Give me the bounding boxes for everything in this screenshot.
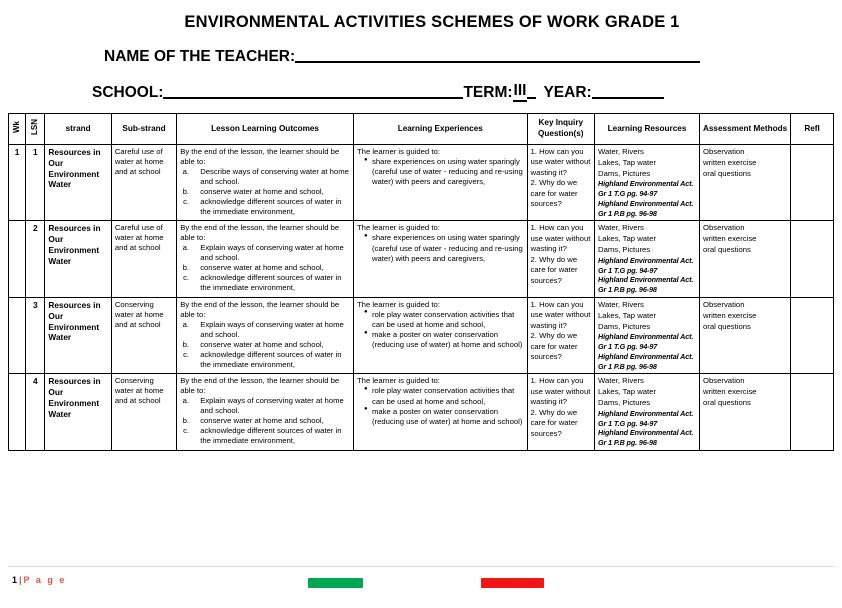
resource-item: Dams, Pictures	[598, 321, 651, 331]
year-input[interactable]	[592, 97, 664, 99]
page-word-label: P a g e	[23, 575, 67, 585]
experiences-stem: The learner is guided to:	[356, 147, 440, 156]
cell-lesson-learning-outcomes	[177, 374, 354, 450]
page-number	[12, 575, 66, 585]
outcome-item: a. Explain ways of conserving water at home and school.	[191, 243, 350, 263]
assessment-item: Observation	[703, 223, 745, 233]
cell-learning-resources	[595, 297, 700, 373]
assessment-item: written exercise	[703, 387, 757, 397]
cell-assessment-methods	[700, 221, 791, 297]
column-header-sub-strand: Sub-strand	[111, 114, 176, 145]
resource-reference: Highland Environmental Act. Gr 1 T.G pg. 94-97	[598, 179, 694, 199]
outcomes-stem: By the end of the lesson, the learner should be able to:	[180, 147, 340, 166]
resource-reference: Highland Environmental Act. Gr 1 T.G pg. 94-97	[598, 332, 694, 352]
outcomes-stem: By the end of the lesson, the learner should be able to:	[180, 223, 340, 243]
key-inquiry-question: 1. How can you use water without wasting it?	[530, 376, 591, 407]
cell-learning-experiences	[353, 374, 527, 450]
cell-week	[9, 297, 26, 373]
cell-lesson-learning-outcomes	[177, 297, 354, 373]
footer-divider	[8, 566, 834, 567]
resource-reference: Highland Environmental Act. Gr 1 P.B pg. 96-98	[598, 275, 694, 295]
cell-reflection[interactable]	[791, 145, 834, 221]
cell-learning-experiences	[353, 221, 527, 297]
resource-item: Lakes, Tap water	[598, 157, 657, 167]
cell-sub-strand: Careful use of water at home and at school	[111, 221, 176, 297]
cell-strand: Resources in Our Environment Water	[45, 221, 111, 297]
cell-strand: Resources in Our Environment Water	[45, 145, 111, 221]
term-value[interactable]: III	[513, 82, 528, 102]
resource-reference: Highland Environmental Act. Gr 1 P.B pg. 96-98	[598, 428, 694, 448]
cell-lesson-learning-outcomes	[177, 145, 354, 221]
term-rule	[527, 97, 536, 99]
resource-item: Dams, Pictures	[598, 168, 651, 178]
outcome-item: b. conserve water at home and school,	[191, 187, 350, 197]
cell-week	[9, 374, 26, 450]
red-accent-bar	[481, 578, 544, 588]
cell-assessment-methods	[700, 297, 791, 373]
resource-item: Dams, Pictures	[598, 397, 651, 407]
page-number-separator: |	[19, 575, 22, 585]
column-header-lesson-learning-outcomes: Lesson Learning Outcomes	[177, 114, 354, 145]
table-row	[9, 297, 834, 373]
assessment-item: oral questions	[703, 397, 751, 407]
assessment-item: Observation	[703, 376, 745, 386]
column-header-learning-resources: Learning Resources	[595, 114, 700, 145]
cell-learning-experiences	[353, 145, 527, 221]
cell-lesson-learning-outcomes	[177, 221, 354, 297]
column-header-wk: Wk	[9, 114, 26, 145]
outcome-item: a. Explain ways of conserving water at home and school.	[191, 396, 350, 416]
teacher-name-input[interactable]	[295, 61, 700, 63]
table-row	[9, 374, 834, 450]
resource-reference: Highland Environmental Act. Gr 1 T.G pg. 94-97	[598, 255, 694, 275]
cell-reflection[interactable]	[791, 221, 834, 297]
resource-item: Water, Rivers	[598, 147, 644, 156]
cell-lesson-number: 4	[26, 374, 45, 450]
experiences-stem: The learner is guided to:	[356, 299, 440, 309]
resource-reference: Highland Environmental Act. Gr 1 T.G pg. 94-97	[598, 408, 694, 428]
column-header-refl: Refl	[791, 114, 834, 145]
resource-item: Lakes, Tap water	[598, 387, 657, 397]
experiences-list	[357, 310, 524, 351]
experience-item: ● make a poster on water conservation (reducing use of water) at home and school)	[364, 330, 524, 350]
cell-sub-strand: Conserving water at home and at school	[111, 374, 176, 450]
experience-item: ● role play water conservation activities that can be used at home and school,	[364, 310, 524, 330]
resource-reference: Highland Environmental Act. Gr 1 P.B pg. 96-98	[598, 198, 694, 218]
resource-reference: Highland Environmental Act. Gr 1 P.B pg. 96-98	[598, 351, 694, 371]
cell-strand: Resources in Our Environment Water	[45, 374, 111, 450]
cell-key-inquiry-questions	[527, 297, 595, 373]
outcomes-list	[180, 396, 350, 446]
column-header-learning-experiences: Learning Experiences	[353, 114, 527, 145]
outcome-item: b. conserve water at home and school,	[191, 416, 350, 426]
experiences-stem: The learner is guided to:	[356, 223, 440, 233]
cell-week: 1	[9, 145, 26, 221]
green-accent-bar	[308, 578, 363, 588]
school-term-year-row	[0, 82, 842, 102]
cell-learning-experiences	[353, 297, 527, 373]
cell-assessment-methods	[700, 374, 791, 450]
outcome-item: a. Explain ways of conserving water at home and school.	[191, 320, 350, 340]
cell-reflection[interactable]	[791, 297, 834, 373]
term-label: TERM:	[463, 84, 513, 101]
key-inquiry-question: 1. How can you use water without wasting it?	[530, 223, 591, 254]
experience-item: ● share experiences on using water sparingly (careful use of water - reducing and re-using water) with peers and caregivers,	[364, 157, 524, 187]
outcome-item: c. acknowledge different sources of water in the immediate environment,	[191, 273, 350, 293]
column-header-assessment-methods: Assessment Methods	[700, 114, 791, 145]
assessment-item: Observation	[703, 299, 745, 309]
experiences-list	[357, 386, 524, 427]
document-page	[0, 13, 842, 608]
table-row	[9, 145, 834, 221]
key-inquiry-question: 1. How can you use water without wasting it?	[530, 147, 591, 177]
assessment-item: Observation	[703, 147, 745, 156]
outcomes-stem: By the end of the lesson, the learner should be able to:	[180, 376, 340, 396]
cell-week	[9, 221, 26, 297]
school-input[interactable]	[163, 97, 463, 99]
key-inquiry-question: 2. Why do we care for water sources?	[530, 407, 578, 438]
page-title: ENVIRONMENTAL ACTIVITIES SCHEMES OF WORK GRADE 1	[184, 13, 680, 31]
page-number-value: 1	[12, 575, 18, 585]
teacher-name-field-row	[0, 48, 842, 66]
resource-item: Water, Rivers	[598, 299, 644, 309]
assessment-item: oral questions	[703, 168, 751, 178]
outcome-item: c. acknowledge different sources of water in the immediate environment,	[191, 350, 350, 370]
experiences-stem: The learner is guided to:	[356, 376, 440, 386]
experiences-list	[357, 157, 524, 187]
column-header-strand: strand	[45, 114, 111, 145]
key-inquiry-question: 1. How can you use water without wasting it?	[530, 299, 591, 330]
resource-item: Water, Rivers	[598, 223, 644, 233]
year-label: YEAR:	[543, 84, 592, 101]
resource-item: Dams, Pictures	[598, 245, 651, 255]
cell-lesson-number: 2	[26, 221, 45, 297]
key-inquiry-question: 2. Why do we care for water sources?	[530, 178, 578, 209]
table-row	[9, 221, 834, 297]
key-inquiry-question: 2. Why do we care for water sources?	[530, 331, 578, 362]
cell-learning-resources	[595, 145, 700, 221]
outcome-item: c. acknowledge different sources of water in the immediate environment,	[191, 197, 350, 217]
cell-lesson-number: 3	[26, 297, 45, 373]
outcomes-list	[180, 243, 350, 293]
cell-assessment-methods	[700, 145, 791, 221]
resource-item: Lakes, Tap water	[598, 234, 657, 244]
cell-learning-resources	[595, 221, 700, 297]
outcome-item: c. acknowledge different sources of water in the immediate environment,	[191, 426, 350, 446]
table-header-row	[9, 114, 834, 145]
outcome-item: a. Describe ways of conserving water at home and school.	[191, 167, 350, 187]
resource-item: Water, Rivers	[598, 376, 644, 386]
key-inquiry-question: 2. Why do we care for water sources?	[530, 254, 578, 285]
assessment-item: written exercise	[703, 157, 757, 167]
column-header-lsn: LSN	[26, 114, 45, 145]
outcome-item: b. conserve water at home and school,	[191, 263, 350, 273]
table-body	[9, 145, 834, 451]
cell-learning-resources	[595, 374, 700, 450]
assessment-item: written exercise	[703, 234, 757, 244]
assessment-item: oral questions	[703, 245, 751, 255]
cell-strand: Resources in Our Environment Water	[45, 297, 111, 373]
outcomes-list	[180, 167, 350, 217]
cell-key-inquiry-questions	[527, 221, 595, 297]
outcome-item: b. conserve water at home and school,	[191, 340, 350, 350]
teacher-name-label: NAME OF THE TEACHER:	[104, 48, 296, 65]
cell-sub-strand: Careful use of water at home and at school	[111, 145, 176, 221]
cell-key-inquiry-questions	[527, 374, 595, 450]
outcomes-stem: By the end of the lesson, the learner should be able to:	[180, 299, 340, 319]
cell-sub-strand: Conserving water at home and at school	[111, 297, 176, 373]
experience-item: ● make a poster on water conservation (reducing use of water) at home and school)	[364, 407, 524, 427]
column-header-key-inquiry-questions: Key Inquiry Question(s)	[527, 114, 595, 145]
outcomes-list	[180, 320, 350, 370]
experience-item: ● role play water conservation activities that can be used at home and school,	[364, 386, 524, 406]
school-label: SCHOOL:	[92, 84, 164, 101]
cell-lesson-number: 1	[26, 145, 45, 221]
cell-reflection[interactable]	[791, 374, 834, 450]
resource-item: Lakes, Tap water	[598, 310, 657, 320]
cell-key-inquiry-questions	[527, 145, 595, 221]
experience-item: ● share experiences on using water sparingly (careful use of water - reducing and re-using water) with peers and caregivers,	[364, 233, 524, 263]
assessment-item: oral questions	[703, 321, 751, 331]
experiences-list	[357, 233, 524, 263]
schemes-of-work-table	[8, 113, 834, 451]
assessment-item: written exercise	[703, 310, 757, 320]
